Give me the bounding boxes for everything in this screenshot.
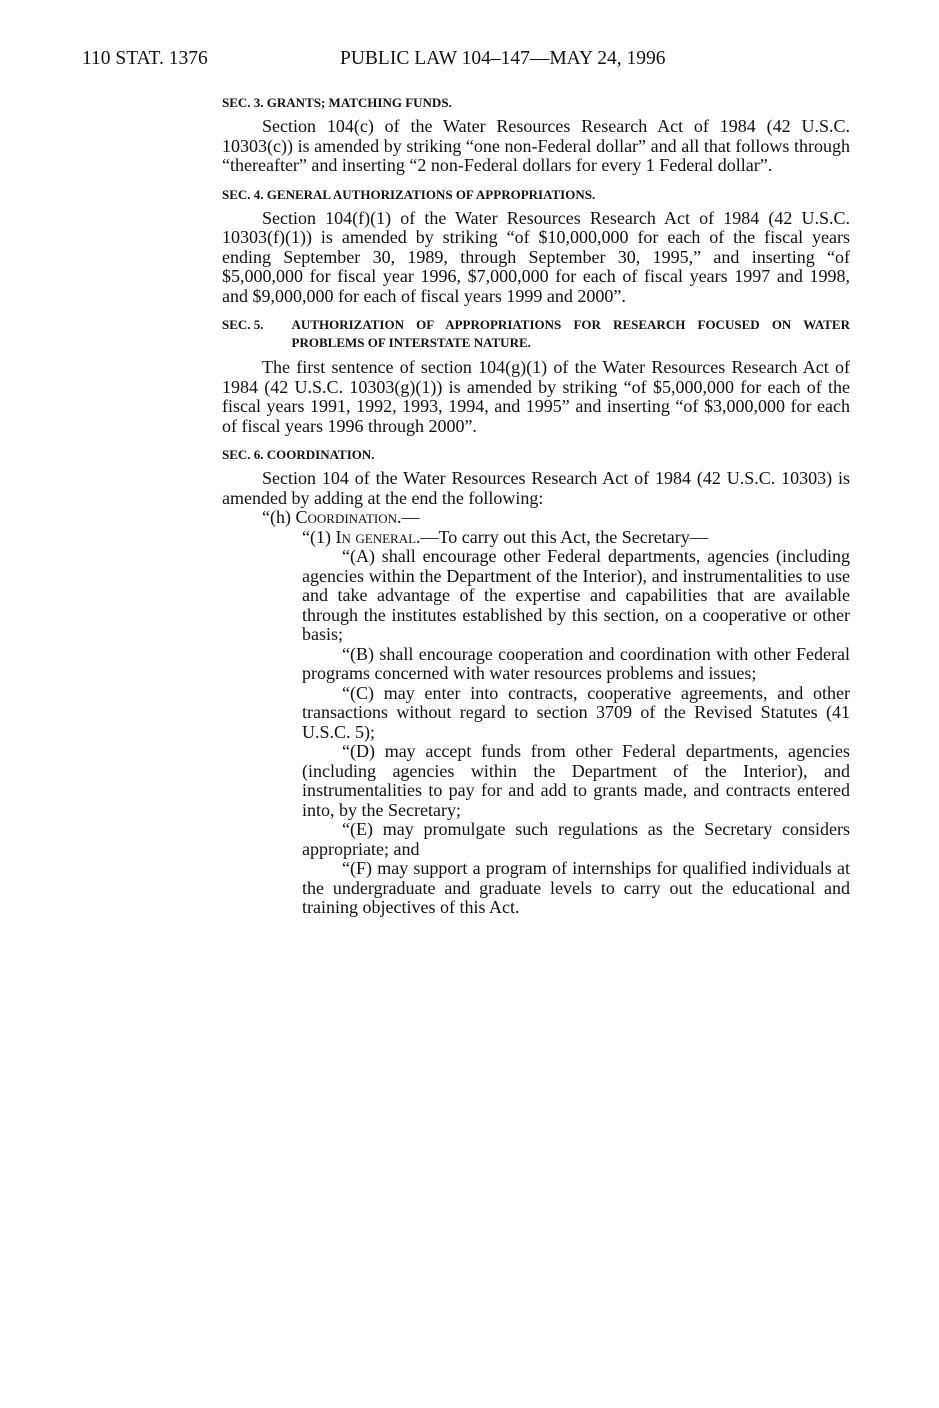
subsection-h-prefix: “(h) (262, 507, 296, 527)
subsection-h-label: Coordination. (295, 507, 402, 527)
clause-d: “(D) may accept funds from other Federal departments, agencies (including agencies within the Department of the Interior), and instrumentalities to pay for and add to grants made, and contracts entered into, by the Secretary; (302, 741, 850, 820)
section-5-number: SEC. 5. (222, 317, 264, 332)
section-6-heading: SEC. 6. COORDINATION. (222, 447, 375, 462)
section-6-text: Section 104 of the Water Resources Research Act of 1984 (42 U.S.C. 10303) is amended by adding at the end the following: (222, 468, 850, 508)
subsection-h-heading (222, 508, 850, 528)
section-4-text: Section 104(f)(1) of the Water Resources Research Act of 1984 (42 U.S.C. 10303(f)(1)) is amended by striking “of $10,000,000 for each of the fiscal years ending September 30, 1989, through September 30, 1995,” and inserting “of $5,000,000 for fiscal year 1996, $7,000,000 for each of fiscal years 1997 and 1998, and $9,000,000 for each of fiscal years 1999 and 2000”. (222, 207, 850, 306)
section-5-heading (222, 316, 850, 352)
section-3-text: Section 104(c) of the Water Resources Research Act of 1984 (42 U.S.C. 10303(c)) is amended by striking “one non-Federal dollar” and all that follows through “thereafter” and inserting “2 non-Federal dollars for every 1 Federal dollar”. (222, 116, 850, 175)
section-5-text: The first sentence of section 104(g)(1) of the Water Resources Research Act of 1984 (42 U.S.C. 10303(g)(1)) is amended by striking “of $5,000,000 for each of the fiscal years 1991, 1992, 1993, 1994, and 1995” and inserting “of $3,000,000 for each of fiscal years 1996 through 2000”. (222, 357, 850, 436)
clause-e: “(E) may promulgate such regulations as the Secretary considers appropriate; and (302, 819, 850, 859)
paragraph-1-heading (222, 528, 850, 548)
public-law-title: PUBLIC LAW 104–147—MAY 24, 1996 (340, 48, 666, 69)
section-3-heading: SEC. 3. GRANTS; MATCHING FUNDS. (222, 95, 452, 110)
statute-page-number: 110 STAT. 1376 (82, 48, 208, 69)
clause-c: “(C) may enter into contracts, cooperative agreements, and other transactions without regard to section 3709 of the Revised Statutes (41 U.S.C. 5); (302, 682, 850, 742)
section-4-heading: SEC. 4. GENERAL AUTHORIZATIONS OF APPROPRIATIONS. (222, 186, 596, 202)
document-body (222, 94, 850, 918)
page-header (82, 48, 802, 78)
paragraph-1-prefix: “(1) (302, 526, 336, 547)
clause-a: “(A) shall encourage other Federal departments, agencies (including agencies within the Department of the Interior), and instrumentalities to use and take advantage of the expertise and capabilities that are available through the institutes established by this section, on a cooperative or other basis; (302, 546, 850, 644)
clause-b: “(B) shall encourage cooperation and coordination with other Federal programs concerned with water resources problems and issues; (302, 643, 850, 683)
paragraph-1-text: —To carry out this Act, the Secretary— (420, 526, 708, 547)
section-5-title: AUTHORIZATION OF APPROPRIATIONS FOR RESEARCH FOCUSED ON WATER PROBLEMS OF INTERSTATE NATURE. (291, 317, 850, 350)
subsection-h-suffix: — (401, 507, 420, 527)
paragraph-1-label: In general. (335, 526, 421, 547)
clause-f: “(F) may support a program of internships for qualified individuals at the undergraduate and graduate levels to carry out the educational and training objectives of this Act. (302, 858, 850, 917)
